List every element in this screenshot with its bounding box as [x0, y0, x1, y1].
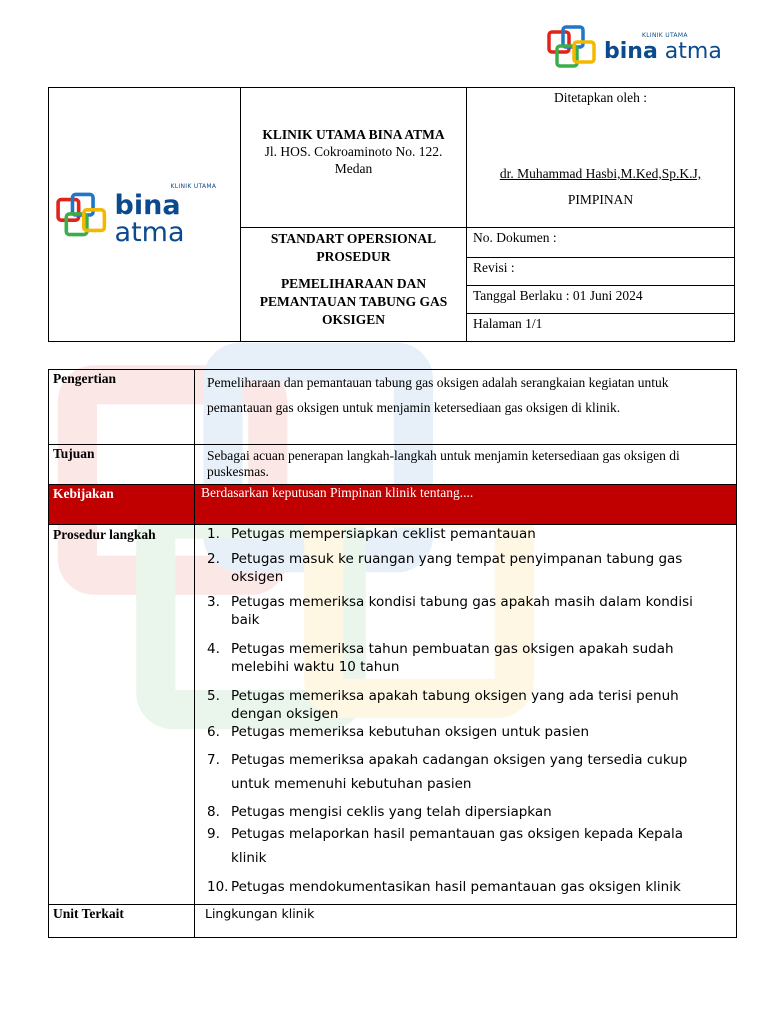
- sop-title: PEMELIHARAAN DAN PEMANTAUAN TABUNG GAS OKSIGEN: [259, 276, 448, 327]
- logo-mark-icon: [546, 24, 600, 70]
- procedure-step-number: 9.: [207, 826, 220, 842]
- procedure-step-text: Petugas memeriksa kebutuhan oksigen untuk pasien: [231, 724, 590, 740]
- signatory-name: dr. Muhammad Hasbi,M.Ked,Sp.K.J,: [499, 166, 702, 181]
- logo-brand-name: bina atma: [114, 190, 185, 248]
- unit-label: Unit Terkait: [49, 905, 195, 938]
- doc-number: No. Dokumen :: [467, 228, 735, 258]
- procedure-step-text: Petugas masuk ke ruangan yang tempat penyimpanan tabung gas oksigen: [231, 551, 683, 585]
- procedure-step-number: 3.: [207, 594, 220, 610]
- sop-body-table: [48, 369, 737, 938]
- procedure-step: [207, 875, 736, 899]
- procedure-step: [207, 550, 736, 586]
- procedure-step-text: Petugas memeriksa kondisi tabung gas apakah masih dalam kondisi baik: [231, 594, 693, 628]
- procedure-step: [207, 822, 736, 870]
- signature-cell: [467, 88, 735, 228]
- procedure-steps: [195, 525, 736, 899]
- clinic-name: KLINIK UTAMA BINA ATMA: [262, 127, 445, 142]
- established-by-label: Ditetapkan oleh :: [554, 90, 647, 105]
- procedure-step: [207, 640, 736, 676]
- procedure-step-number: 4.: [207, 641, 220, 657]
- clinic-address-line-1: Jl. HOS. Cokroaminoto No. 122.: [264, 144, 443, 159]
- signatory-position: PIMPINAN: [567, 192, 634, 207]
- procedure-step-text: Petugas mempersiapkan ceklist pemantauan: [231, 526, 536, 542]
- procedure-label: Prosedur langkah: [49, 525, 195, 905]
- header-logo: [55, 183, 240, 246]
- logo-mark-icon: [55, 189, 111, 241]
- document-header: [48, 87, 735, 342]
- procedure-step-number: 2.: [207, 551, 220, 567]
- procedure-step-number: 1.: [207, 526, 220, 542]
- logo-small-text: KLINIK UTAMA: [170, 183, 217, 190]
- procedure-step-text: Petugas memeriksa apakah tabung oksigen yang ada terisi penuh dengan oksigen: [231, 688, 679, 722]
- revision: Revisi :: [467, 258, 735, 286]
- procedure-step-text: Petugas mendokumentasikan hasil pemantauan gas oksigen klinik: [231, 879, 681, 895]
- purpose-text: Sebagai acuan penerapan langkah-langkah untuk menjamin ketersediaan gas oksigen di puskesmas.: [195, 445, 737, 485]
- policy-text: Berdasarkan keputusan Pimpinan klinik tentang....: [195, 485, 737, 525]
- page-number: Halaman 1/1: [467, 314, 735, 342]
- procedure-step: [207, 525, 736, 543]
- policy-label: Kebijakan: [49, 485, 195, 525]
- procedure-step: [207, 593, 736, 629]
- sop-label: STANDART OPERSIONAL PROSEDUR: [270, 231, 437, 264]
- procedure-step-text: Petugas mengisi ceklis yang telah dipersiapkan: [231, 804, 552, 820]
- header-logo-cell: [49, 88, 241, 342]
- clinic-info-cell: [241, 88, 467, 228]
- logo-brand-name: bina atma: [604, 38, 722, 64]
- sop-title-cell: [241, 228, 467, 342]
- unit-text: Lingkungan klinik: [195, 905, 737, 938]
- procedure-step: [207, 687, 736, 723]
- procedure-step: [207, 748, 736, 796]
- procedure-step: [207, 803, 736, 821]
- procedure-step-number: 8.: [207, 804, 220, 820]
- procedure-step-number: 7.: [207, 752, 220, 768]
- purpose-label: Tujuan: [49, 445, 195, 485]
- procedure-steps-cell: [195, 525, 737, 905]
- definition-text: Pemeliharaan dan pemantauan tabung gas oksigen adalah serangkaian kegiatan untuk pemantauan gas oksigen untuk menjamin ketersediaan gas oksigen di klinik.: [195, 370, 737, 445]
- logo-small-text: KLINIK UTAMA: [642, 31, 688, 39]
- procedure-step: [207, 723, 736, 741]
- procedure-step-number: 6.: [207, 724, 220, 740]
- procedure-step-number: 10.: [207, 879, 229, 895]
- effective-date: Tanggal Berlaku : 01 Juni 2024: [467, 286, 735, 314]
- clinic-address-line-2: Medan: [334, 161, 373, 176]
- procedure-step-text: Petugas melaporkan hasil pemantauan gas oksigen kepada Kepala klinik: [231, 826, 684, 866]
- procedure-step-text: Petugas memeriksa tahun pembuatan gas oksigen apakah sudah melebihi waktu 10 tahun: [231, 641, 674, 675]
- definition-label: Pengertian: [49, 370, 195, 445]
- top-logo: [546, 24, 722, 70]
- procedure-step-number: 5.: [207, 688, 220, 704]
- procedure-step-text: Petugas memeriksa apakah cadangan oksigen yang tersedia cukup untuk memenuhi kebutuhan pasien: [231, 752, 688, 792]
